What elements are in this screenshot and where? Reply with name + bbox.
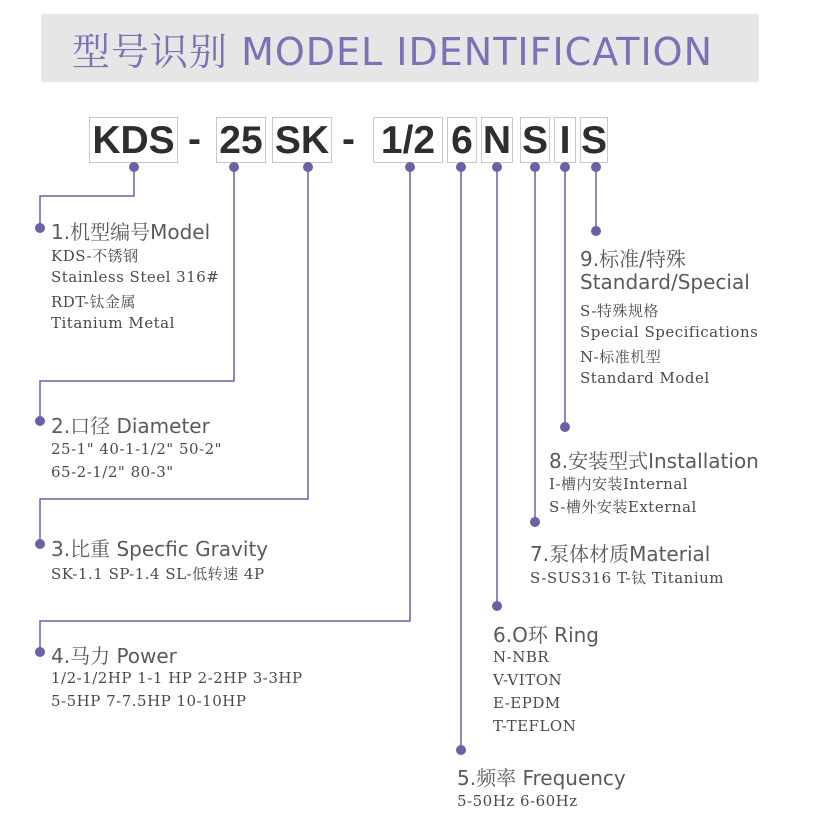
section-1-line: KDS-不锈钢 [51,247,139,265]
section-5-heading: 5.频率 Frequency [457,766,626,790]
section-4-line: 5-5HP 7-7.5HP 10-10HP [51,692,247,710]
section-8-line: S-槽外安装External [549,498,697,516]
code-s-box: S [521,119,548,162]
dot-9-top [591,162,601,172]
section-7-heading: 7.泵体材质Material [530,542,711,566]
section-9-subheading: Standard/Special [580,270,750,294]
code-frac-box: 1/2 [373,117,443,163]
section-9-line: S-特殊规格 [580,302,659,320]
section-9-heading: 9.标准/特殊 [580,247,686,271]
section-6-line: E-EPDM [493,694,561,712]
dot-4-top [405,162,415,172]
section-9-line: Standard Model [580,369,710,387]
dot-2-end [35,416,45,426]
section-4-line: 1/2-1/2HP 1-1 HP 2-2HP 3-3HP [51,669,303,687]
dot-1-end [35,223,45,233]
code-sk-box: SK [272,117,332,163]
dot-5-top [456,162,466,172]
dot-2-top [229,162,239,172]
page-title: 型号识别 MODEL IDENTIFICATION [72,30,714,74]
section-1-line: RDT-钛金属 [51,293,136,311]
section-7-line: S-SUS316 T-钛 Titanium [530,569,725,587]
section-6-heading: 6.O环 Ring [493,623,600,647]
dot-6-top [492,162,502,172]
section-9-line: Special Specifications [580,323,759,341]
code-dash-1: - [188,118,201,161]
dot-3-end [35,539,45,549]
code-dash-2: - [342,118,355,161]
section-9-line: N-标准机型 [580,348,662,366]
dot-4-end [35,647,45,657]
section-1-heading: 1.机型编号Model [51,220,211,244]
dot-8-top [560,162,570,172]
section-8-heading: 8.安装型式Installation [549,449,759,473]
dot-7-end [530,517,540,527]
dot-8-end [560,422,570,432]
code-n-box: N [482,119,512,162]
dot-1-top [129,162,139,172]
section-5-line: 5-50Hz 6-60Hz [457,792,578,810]
section-2-line: 25-1" 40-1-1/2" 50-2" [51,440,223,458]
section-6-line: T-TEFLON [493,717,577,735]
code-i-box: I [554,117,576,163]
dot-5-end [456,745,466,755]
code-6-box: 6 [447,117,477,163]
section-6-line: N-NBR [493,648,550,666]
section-1-line: Stainless Steel 316# [51,268,220,286]
dot-9-end [591,226,601,236]
code-25-box: 25 [216,117,266,163]
section-4-heading: 4.马力 Power [51,644,177,668]
section-2-line: 65-2-1/2" 80-3" [51,463,174,481]
section-3-line: SK-1.1 SP-1.4 SL-低转速 4P [51,565,265,583]
dot-3-top [303,162,313,172]
section-1-line: Titanium Metal [51,314,175,332]
section-8-line: I-槽内安装Internal [549,475,689,493]
code-kds-box: KDS [89,117,178,163]
dot-6-end [492,601,502,611]
dot-7-top [530,162,540,172]
section-3-heading: 3.比重 Specfic Gravity [51,537,269,561]
section-2-heading: 2.口径 Diameter [51,414,210,438]
code-s2-box: S [581,119,608,162]
section-6-line: V-VITON [493,671,563,689]
